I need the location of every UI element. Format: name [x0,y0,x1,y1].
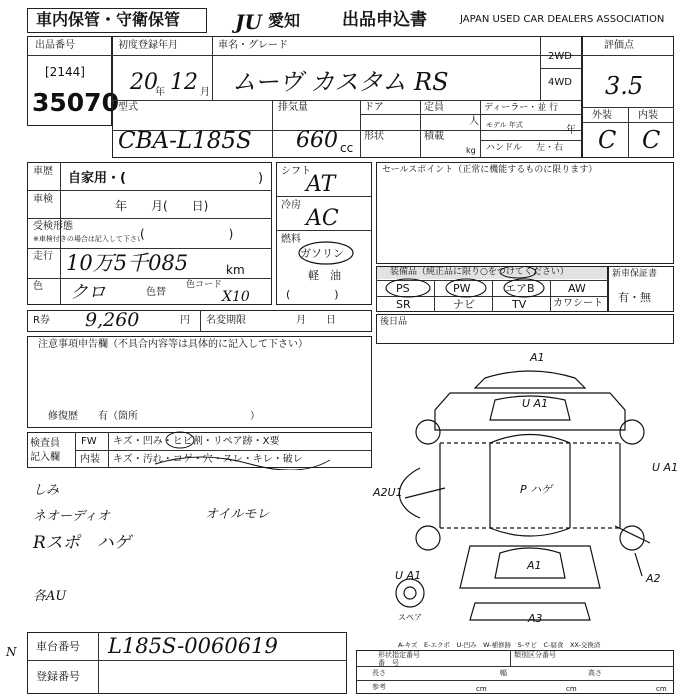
lot-label: 出品番号 [35,40,75,51]
legend-unit-2: cm [566,685,577,693]
recycle-label: R券 [33,315,50,326]
handle-value: 左・右 [536,143,564,153]
name-change-label: 名変期限 [206,315,246,326]
fuel-value: ガソリン [300,247,344,260]
repair-label: 修復歴 有（箇所 [48,411,138,422]
ju-logo: JU [235,10,262,34]
notes-label: 注意事項申告欄（不具合内容等は具体的に記入して下さい） [38,339,308,350]
score-value: 3.5 [605,72,644,100]
chassis-value: L185S-0060619 [108,634,278,658]
legend-shape-sub: 番 号 [378,659,399,667]
model-value: ムーヴ カスタム RS [232,68,449,96]
reg-month-unit: 月 [200,87,210,98]
diagram-mark-ua1-hood: U A1 [522,397,549,410]
handle-label: ハンドル [486,143,523,153]
side-mark: N [6,645,17,659]
legend-unit-1: cm [476,685,487,693]
type-value: CBA-L185S [118,128,252,154]
diagram-mark-a3: A3 [528,612,543,625]
reg-year-unit: 年 [155,87,165,98]
name-change-text: 月 日 [296,315,336,326]
chassis-label: 車台番号 [36,640,80,653]
inspector-label: 検査員 記入欄 [30,438,60,463]
warranty-value: 有・無 [618,291,651,304]
sales-point-box [376,162,674,264]
int-value: C [642,126,661,154]
color-label: 色 [33,281,43,292]
legend-size-sub: 参考 [372,683,386,691]
legend-line1: A-キズ E-エクボ U-凹み W-補修跡 S-サビ C-腐食 XX-交換済 [398,641,601,649]
fuel-circle [296,240,356,266]
acceptance-sub: ※車検付きの場合は記入して下さい [33,235,144,243]
equip-tv: TV [512,298,527,311]
diagram-spare-label: スペア [398,613,422,622]
equip-aw: AW [568,282,586,295]
handwritten-note-2: ネオーディオ [33,509,110,524]
model-label: 車名・グレード [218,40,288,51]
disp-label: 排気量 [278,102,308,113]
sales-point-label: セールスポイント（正常に機能するものに限ります） [382,165,598,175]
shift-label: シフト [281,166,311,177]
diagram-mark-a1-rear: A1 [527,559,542,572]
load-label: 積載 [424,131,444,142]
history-value: 自家用・( [68,171,126,186]
mileage-value: 10万5千085 [66,251,189,275]
equip-navi: ナビ [453,298,475,311]
score-label: 評価点 [604,40,634,51]
color-change-label: 色替 [146,287,166,298]
legend-size-label: 長さ [372,669,386,677]
legend-width-label: 幅 [500,669,507,677]
type-label: 型式 [118,102,138,113]
inspector-fw-text: キズ・凹み・ヒビ割・リペア跡・X要 [113,436,280,447]
legend-unit-3: cm [656,685,667,693]
reg-month: 12 [170,70,198,95]
lot-number: 35070 [32,88,119,117]
color-value: クロ [70,282,106,303]
handwritten-note-4: Rスポ ハゲ [33,533,131,553]
association-name: JAPAN USED CAR DEALERS ASSOCIATION [460,14,665,25]
repair-close: ） [250,411,260,422]
lot-bracket: [2144] [45,65,85,79]
diagram-mark-roof: P ハゲ [520,483,553,496]
handwritten-note-1: しみ [33,483,60,498]
diagram-mark-a1-top: A1 [530,351,545,364]
seats-label: 定員 [424,102,444,113]
shape-label: 形状 [364,131,384,142]
acceptance-label: 受検形態 [33,221,73,232]
legend-height-label: 高さ [588,669,602,677]
drive-4wd: 4WD [548,77,572,88]
equipment-circles [378,266,608,300]
inspector-marks [140,430,340,470]
diagram-mark-ua1-right: U A1 [652,461,679,474]
inspector-int-text: キズ・汚れ・コゲ・穴・スレ・キレ・破レ [113,454,303,465]
diagram-mark-a2: A2 [646,572,661,585]
mileage-unit: km [226,263,245,277]
inspector-fw: FW [81,436,97,447]
form-title: 出品申込書 [342,10,427,30]
reg-year: 20 [130,70,158,95]
fuel-label: 燃料 [281,234,301,245]
reg-label: 初度登録年月 [118,40,178,51]
place-name: 愛知 [268,11,301,30]
ext-label: 外装 [592,110,612,121]
diagram-mark-a2u1: A2U1 [373,486,403,499]
drive-2wd: 2WD [548,51,572,62]
fuel-alt: 軽 油 [308,269,341,282]
equip-pw: PW [453,282,471,295]
handwritten-note-5: 各AU [33,589,67,604]
inspection-label: 車検 [33,194,53,205]
inspector-int: 内装 [80,454,100,465]
storage-label: 車内保管・守衛保管 [36,10,181,29]
load-unit: kg [466,146,476,155]
history-close: ) [258,171,264,186]
mileage-label: 走行 [33,251,53,262]
color-code-label: 色コード [186,280,223,290]
door-label: ドア [364,102,384,113]
fuel-paren: ( ) [286,288,339,301]
dealer-label: ディーラー・並 行 [484,103,559,113]
ac-label: 冷房 [281,200,301,211]
model-year-unit: 年 [566,125,576,136]
model-year-label: モデル 年式 [486,121,523,129]
recycle-value: 9,260 [85,309,140,331]
handwritten-note-3: オイルモレ [205,507,270,522]
history-label: 車歴 [33,166,53,177]
registration-label: 登録番号 [36,670,80,683]
shift-value: AT [306,172,336,197]
rear-items-label: 後日品 [380,317,408,327]
acceptance-text: ( ) [140,227,234,241]
equip-ps: PS [396,282,410,295]
diagram-mark-ua1-left: U A1 [395,569,422,582]
seats-unit: 人 [469,116,479,127]
equip-airbag: エアB [505,282,535,295]
disp-value: 660 [296,128,338,153]
int-label: 内装 [638,110,658,121]
rear-items-box [376,314,674,344]
equip-seat: カワシート [553,298,603,309]
ext-value: C [598,126,617,154]
legend-shape-label: 形状指定番号 [378,651,420,659]
inspection-text: 年 月( 日) [115,199,209,213]
legend-class-label: 類別区分番号 [514,651,556,659]
equipment-label: 装備品（純正品に限り○をつけてください） [390,267,569,277]
recycle-unit: 円 [180,315,190,326]
disp-unit: cc [340,141,354,155]
equip-sr: SR [396,298,411,311]
ac-value: AC [306,206,339,231]
color-code-value: X10 [222,289,250,305]
warranty-label: 新車保証書 [612,269,658,279]
